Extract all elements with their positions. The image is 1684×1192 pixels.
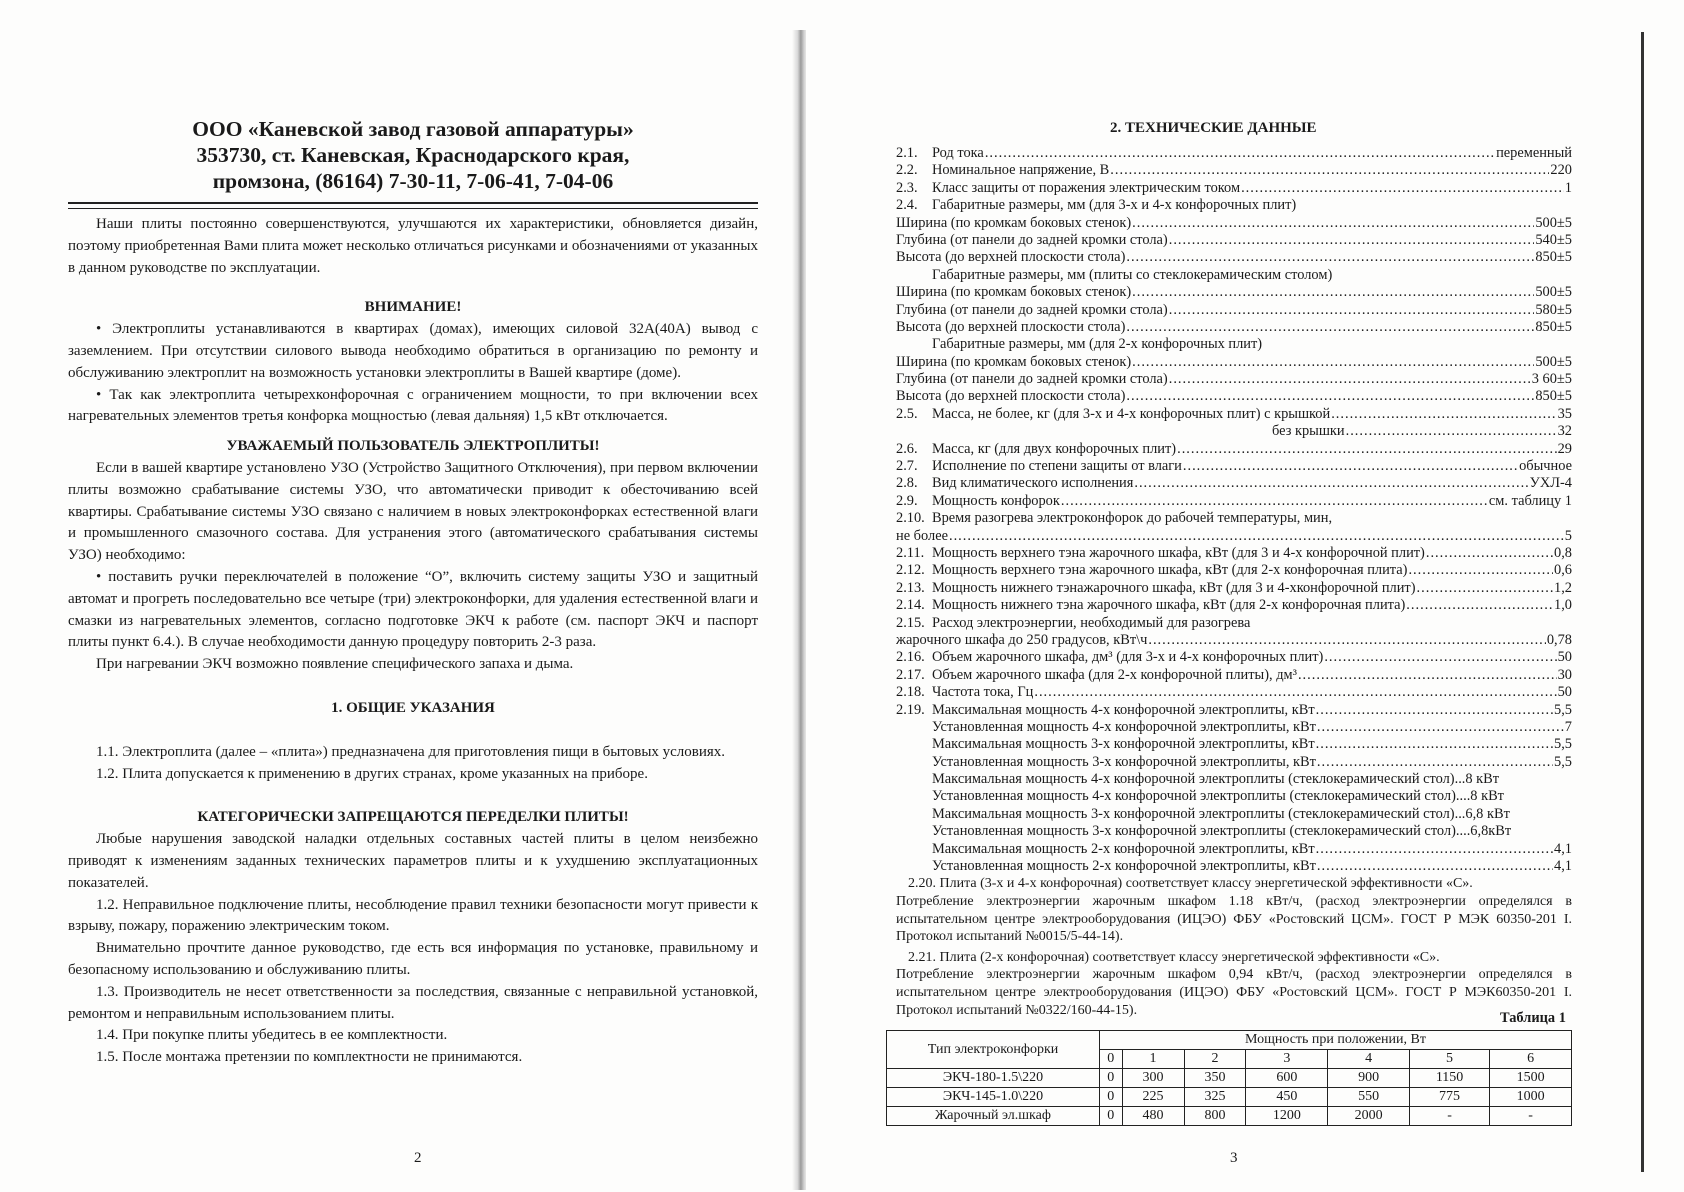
leader-dots xyxy=(1324,649,1556,666)
leader-dots xyxy=(1406,597,1553,614)
table-position-cell: 0 xyxy=(1100,1050,1123,1069)
leader-dots xyxy=(1241,180,1564,197)
spec-number: 2.11. xyxy=(896,544,925,561)
table-position-cell: 2 xyxy=(1184,1050,1246,1069)
leader-dots xyxy=(985,145,1495,162)
power-value-cell: 450 xyxy=(1246,1088,1328,1107)
power-value-cell: 225 xyxy=(1122,1088,1184,1107)
forbidden-item: Внимательно прочтите данное руководство, где есть вся информация по установке, правильному и безопасному использованию и обслуживанию плиты. xyxy=(68,940,758,978)
leader-dots xyxy=(1426,545,1553,562)
spec-row xyxy=(896,162,1572,179)
table-row xyxy=(887,1088,1572,1107)
spec-label: Исполнение по степени защиты от влаги xyxy=(932,458,1182,475)
user-paragraph: Если в вашей квартире установлено УЗО (Устройство Защитного Отключения), при первом включении плиты возможно срабатывание системы УЗО, что автоматически приводит к обесточиванию всей квартиры. Срабатывание системы УЗО связано с наличием в новых электроконфорках естественной влаги и промышленного смазочного состава. Для устранения этого (автоматического срабатывания системы УЗО) необходимо: xyxy=(68,459,758,564)
leader-dots xyxy=(1061,493,1488,510)
spec-label: Высота (до верхней плоскости стола) xyxy=(896,249,1126,266)
table-header-type: Тип электроконфорки xyxy=(887,1031,1100,1069)
spec-number: 2.5. xyxy=(896,405,918,422)
spec-row xyxy=(896,388,1572,405)
spec-row xyxy=(896,754,1572,771)
spec-label: Ширина (по кромкам боковых стенок) xyxy=(896,284,1132,301)
spec-number: 2.17. xyxy=(896,666,925,683)
company-phones: промзона, (86164) 7-30-11, 7-06-41, 7-04-06 xyxy=(212,169,614,193)
user-paragraph: При нагревании ЭКЧ возможно появление специфического запаха и дыма. xyxy=(96,656,574,673)
spec-row xyxy=(896,493,1572,510)
leader-dots xyxy=(1169,232,1535,249)
spec-row xyxy=(896,736,1572,753)
spec-value: 850±5 xyxy=(1535,318,1572,335)
spec-label: без крышки xyxy=(1272,423,1345,440)
spec-value: 0,8 xyxy=(1554,544,1572,561)
spec-value: 35 xyxy=(1557,405,1572,422)
power-value-cell: 775 xyxy=(1409,1088,1489,1107)
power-value-cell: 480 xyxy=(1122,1107,1184,1126)
forbidden-item: 1.4. При покупке плиты убедитесь в ее комплектности. xyxy=(96,1027,448,1044)
spec-row xyxy=(896,771,1572,788)
spec-label: Мощность конфорок xyxy=(932,492,1060,509)
leader-dots xyxy=(1134,475,1528,492)
spec-row xyxy=(896,510,1572,527)
spec-label: Установленная мощность 3-х конфорочной электроплиты, кВт xyxy=(932,753,1316,770)
spec-value: переменный xyxy=(1496,145,1572,161)
spec-label: Максимальная мощность 4-х конфорочной электроплиты (стеклокерамический стол)...8 кВт xyxy=(932,771,1500,788)
spec-label: Высота (до верхней плоскости стола) xyxy=(896,318,1126,335)
spec-value: 850±5 xyxy=(1535,388,1572,405)
spec-number: 2.18. xyxy=(896,684,925,701)
spec-label: Установленная мощность 4-х конфорочной электроплиты (стеклокерамический стол)....8 кВт xyxy=(932,788,1504,805)
power-value-cell: 0 xyxy=(1100,1088,1123,1107)
spec-number: 2.2. xyxy=(896,162,918,179)
spec-label: Габаритные размеры, мм (плиты со стеклокерамическим столом) xyxy=(932,266,1333,283)
spec-label: Максимальная мощность 2-х конфорочной электроплиты, кВт xyxy=(932,840,1315,857)
energy-class-paragraphs xyxy=(896,875,1572,1019)
spec-number: 2.1. xyxy=(896,145,918,161)
spec-label: Номинальное напряжение, В xyxy=(932,162,1110,179)
spec-row xyxy=(896,249,1572,266)
spec-label: Масса, кг (для двух конфорочных плит) xyxy=(932,440,1177,457)
spec-row xyxy=(896,180,1572,197)
spec-label: Объем жарочного шкафа (для 2-х конфорочной плиты), дм³ xyxy=(932,666,1297,683)
leader-dots xyxy=(1126,249,1534,266)
spec-value: 7 xyxy=(1564,718,1572,735)
leader-dots xyxy=(1316,841,1553,858)
spec-value: 32 xyxy=(1557,423,1572,440)
tech-data-title: 2. ТЕХНИЧЕСКИЕ ДАННЫЕ xyxy=(1110,120,1317,136)
leader-dots xyxy=(1148,632,1545,649)
spec-label: Частота тока, Гц xyxy=(932,684,1034,701)
spec-list xyxy=(896,145,1572,1019)
spec-row xyxy=(896,858,1572,875)
spec-row xyxy=(896,545,1572,562)
leader-dots xyxy=(1317,754,1553,771)
leader-dots xyxy=(1317,719,1564,736)
user-paragraph: • поставить ручки переключателей в положение “О”, включить систему защиты УЗО и защитный автомат и прогреть последовательно все четыре (три) электроконфорки, для удаления естественной влаги и смазки из нагревательных элементов, согласно подготовке ЭКЧ к работе (см. паспорт ЭКЧ и паспорт плиты пункт 6.4.). В случае необходимости данную процедуру повторить 2-3 раза. xyxy=(68,568,758,651)
spec-row xyxy=(896,302,1572,319)
leader-dots xyxy=(1034,684,1556,701)
leader-dots xyxy=(1331,406,1556,423)
power-value-cell: 325 xyxy=(1184,1088,1246,1107)
spec-row xyxy=(896,597,1572,614)
power-value-cell: 1500 xyxy=(1490,1069,1572,1088)
spec-row xyxy=(896,806,1572,823)
leader-dots xyxy=(1169,302,1535,319)
spec-number: 2.7. xyxy=(896,458,918,475)
spec-value: 50 xyxy=(1557,684,1572,701)
spec-value: 30 xyxy=(1557,666,1572,683)
table-title: Таблица 1 xyxy=(1500,1010,1566,1026)
power-value-cell: 550 xyxy=(1328,1088,1410,1107)
attention-heading: ВНИМАНИЕ! xyxy=(364,299,462,316)
spec-row xyxy=(896,475,1572,492)
spec-rows xyxy=(896,145,1572,875)
spec-label: Мощность нижнего тэнажарочного шкафа, кВт (для 3 и 4-хконфорочной плит) xyxy=(932,579,1416,596)
spec-value: 0,6 xyxy=(1554,562,1572,579)
spec-value: 500±5 xyxy=(1535,353,1572,370)
leader-dots xyxy=(1177,441,1557,458)
spec-label: Установленная мощность 4-х конфорочной электроплиты, кВт xyxy=(932,718,1316,735)
leader-dots xyxy=(1110,162,1549,179)
leader-dots xyxy=(949,528,1564,545)
spec-label: Расход электроэнергии, необходимый для разогрева xyxy=(932,614,1251,631)
spec-value: 0,78 xyxy=(1546,631,1572,648)
spec-label: Габаритные размеры, мм (для 2-х конфорочных плит) xyxy=(932,336,1263,353)
spec-label: Установленная мощность 3-х конфорочной электроплиты (стеклокерамический стол)....6,8кВт xyxy=(932,823,1512,840)
spec-row xyxy=(896,788,1572,805)
leader-dots xyxy=(1417,580,1553,597)
spec-row xyxy=(896,649,1572,666)
spec-label: Мощность нижнего тэна жарочного шкафа, кВт (для 2-х конфорочная плита) xyxy=(932,597,1406,614)
spec-value: 3 60±5 xyxy=(1531,371,1572,388)
left-page xyxy=(0,0,806,1192)
leader-dots xyxy=(1346,423,1557,440)
leader-dots xyxy=(1132,215,1534,232)
spec-row xyxy=(896,458,1572,475)
user-heading: УВАЖАЕМЫЙ ПОЛЬЗОВАТЕЛЬ ЭЛЕКТРОПЛИТЫ! xyxy=(226,438,600,455)
spec-row xyxy=(896,319,1572,336)
spec-number: 2.4. xyxy=(896,197,918,214)
spec-value: обычное xyxy=(1519,458,1572,475)
forbidden-item: Любые нарушения заводской наладки отдельных составных частей плиты в целом неизбежно приводят к изменениям заданных технических параметров плиты и к ухудшению эксплуатационных показателей. xyxy=(68,831,758,891)
page-edge xyxy=(1641,32,1644,1172)
spec-number: 2.19. xyxy=(896,701,925,718)
company-name: ООО «Каневской завод газовой аппаратуры» xyxy=(192,117,634,141)
spec-value: 29 xyxy=(1557,440,1572,457)
burner-type-cell: ЭКЧ-180-1.5\220 xyxy=(887,1069,1100,1088)
spec-row xyxy=(896,580,1572,597)
spec-label: Мощность верхнего тэна жарочного шкафа, кВт (для 2-х конфорочная плита) xyxy=(932,562,1408,579)
table-position-cell: 3 xyxy=(1246,1050,1328,1069)
spec-number: 2.15. xyxy=(896,614,925,631)
spec-label: Глубина (от панели до задней кромки стола) xyxy=(896,371,1168,388)
energy-class-4-body: Потребление электроэнергии жарочным шкафом 1.18 кВт/ч, (расход электроэнергии определялся в испытательном центре электрооборудования (ИЦЭО) ФБУ «Ростовский ЦСМ». ГОСТ Р МЭК 60350-201 I. Протокол испытаний №0015/5-44-14). xyxy=(896,894,1572,945)
spec-row xyxy=(896,562,1572,579)
energy-class-2: 2.21. Плита (2-х конфорочная) соответствует классу энергетической эффективности «С». xyxy=(908,949,1440,965)
spec-row xyxy=(896,284,1572,301)
leader-dots xyxy=(1183,458,1518,475)
forbidden-item: 1.3. Производитель не несет ответственности за последствия, связанные с неправильной установкой, ремонтом и неправильным использованием плиты. xyxy=(68,983,758,1022)
leader-dots xyxy=(1316,702,1553,719)
leader-dots xyxy=(1169,371,1531,388)
spec-label: Максимальная мощность 3-х конфорочной электроплиты (стеклокерамический стол)...6,8 кВт xyxy=(932,805,1510,822)
spec-number: 2.3. xyxy=(896,179,918,196)
spec-value: 4,1 xyxy=(1554,858,1572,875)
power-value-cell: 1150 xyxy=(1409,1069,1489,1088)
spec-number: 2.14. xyxy=(896,597,925,614)
energy-class-4: 2.20. Плита (3-х и 4-х конфорочная) соответствует классу энергетической эффективности «С». xyxy=(908,876,1473,892)
spec-value: 500±5 xyxy=(1535,284,1572,301)
spec-value: 220 xyxy=(1550,162,1572,179)
spec-number: 2.16. xyxy=(896,649,925,666)
spec-value: 50 xyxy=(1557,649,1572,666)
leader-dots xyxy=(1132,284,1534,301)
power-value-cell: 350 xyxy=(1184,1069,1246,1088)
burner-type-cell: Жарочный эл.шкаф xyxy=(887,1107,1100,1126)
left-page-text xyxy=(68,214,758,1069)
spec-number: 2.9. xyxy=(896,492,918,509)
spec-row xyxy=(896,684,1572,701)
company-header xyxy=(68,116,758,194)
spec-value: см. таблицу 1 xyxy=(1488,492,1572,509)
spec-value: 5,5 xyxy=(1554,736,1572,753)
leader-dots xyxy=(1126,388,1534,405)
power-value-cell: - xyxy=(1409,1107,1489,1126)
power-value-cell: 600 xyxy=(1246,1069,1328,1088)
leader-dots xyxy=(1298,667,1557,684)
spec-label: Максимальная мощность 3-х конфорочной электроплиты, кВт xyxy=(932,736,1315,753)
spec-number: 2.12. xyxy=(896,562,925,579)
spec-row xyxy=(896,336,1572,353)
header-rule xyxy=(68,202,758,209)
leader-dots xyxy=(1408,562,1553,579)
spec-row xyxy=(896,232,1572,249)
spec-label: Максимальная мощность 4-х конфорочной электроплиты, кВт xyxy=(932,701,1315,718)
spec-number: 2.8. xyxy=(896,475,918,492)
spec-value: 1 xyxy=(1564,179,1572,196)
spec-value: 580±5 xyxy=(1535,301,1572,318)
spec-row xyxy=(896,371,1572,388)
general-item: 1.2. Плита допускается к применению в других странах, кроме указанных на приборе. xyxy=(96,765,648,782)
spec-label: Объем жарочного шкафа, дм³ (для 3-х и 4-х конфорочных плит) xyxy=(932,649,1324,666)
power-value-cell: 900 xyxy=(1328,1069,1410,1088)
spec-value: 1,0 xyxy=(1554,597,1572,614)
leader-dots xyxy=(1126,319,1534,336)
energy-class-2-body: Потребление электроэнергии жарочным шкафом 0,94 кВт/ч, (расход электроэнергии определялся в испытательном центре электрооборудования (ИЦЭО) ФБУ «Ростовский ЦСМ». ГОСТ Р МЭК60350-201 I. Протокол испытаний №0322/160-44-15). xyxy=(896,967,1572,1018)
leader-dots xyxy=(1316,736,1553,753)
power-value-cell: 2000 xyxy=(1328,1107,1410,1126)
general-item: 1.1. Электроплита (далее – «плита») предназначена для приготовления пищи в бытовых условиях. xyxy=(96,743,726,760)
forbidden-item: 1.2. Неправильное подключение плиты, несоблюдение правил техники безопасности могут привести к взрыву, пожару, поражению электрическим током. xyxy=(68,896,758,935)
spec-label: Ширина (по кромкам боковых стенок) xyxy=(896,353,1132,370)
spec-value: 540±5 xyxy=(1535,231,1572,248)
spec-row xyxy=(896,702,1572,719)
burner-type-cell: ЭКЧ-145-1.0\220 xyxy=(887,1088,1100,1107)
spec-number: 2.13. xyxy=(896,579,925,596)
spec-label: Высота (до верхней плоскости стола) xyxy=(896,388,1126,405)
spec-value: 5,5 xyxy=(1554,753,1572,770)
spec-row xyxy=(896,197,1572,214)
leader-dots xyxy=(1317,858,1553,875)
spec-row xyxy=(896,841,1572,858)
power-value-cell: 1200 xyxy=(1246,1107,1328,1126)
spec-row xyxy=(896,528,1572,545)
power-value-cell: 800 xyxy=(1184,1107,1246,1126)
spec-row xyxy=(896,615,1572,632)
spec-number: 2.6. xyxy=(896,440,918,457)
spec-label: Ширина (по кромкам боковых стенок) xyxy=(896,214,1132,231)
spec-row xyxy=(896,215,1572,232)
spec-label: Установленная мощность 2-х конфорочной электроплиты, кВт xyxy=(932,858,1316,875)
spec-number: 2.10. xyxy=(896,510,925,527)
spec-label: Класс защиты от поражения электрическим током xyxy=(932,179,1241,196)
attention-item: • Так как электроплита четырехконфорочная с ограничением мощности, то при включении всех нагревательных элементов третья конфорка мощностью (левая дальняя) 1,5 кВт отключается. xyxy=(68,386,758,425)
spec-value: 5,5 xyxy=(1554,701,1572,718)
forbidden-item: 1.5. После монтажа претензии по комплектности не принимаются. xyxy=(96,1049,523,1066)
page-number-left: 2 xyxy=(414,1150,422,1166)
spec-row xyxy=(896,145,1572,162)
power-value-cell: - xyxy=(1490,1107,1572,1126)
spec-row xyxy=(896,719,1572,736)
spec-row xyxy=(896,354,1572,371)
spec-row xyxy=(896,823,1572,840)
table-position-cell: 1 xyxy=(1122,1050,1184,1069)
attention-item: • Электроплиты устанавливаются в квартирах (домах), имеющих силовой 32А(40А) вывод с заземлением. При отсутствии силового вывода необходимо обратиться в организацию по ремонту и обслуживанию электроплит на возможность установки электроплиты в Вашей квартире (доме). xyxy=(68,321,758,381)
spec-label: жарочного шкафа до 250 градусов, кВт\ч xyxy=(896,631,1148,648)
intro-paragraph: Наши плиты постоянно совершенствуются, улучшаются их характеристики, обновляется дизайн, поэтому приобретенная Вами плита может несколько отличаться рисунками и обозначениями от указанных в данном руководстве по эксплуатации. xyxy=(68,216,758,276)
spec-row xyxy=(896,406,1572,423)
spec-value: УХЛ-4 xyxy=(1529,475,1572,492)
spec-value: 500±5 xyxy=(1535,214,1572,231)
power-value-cell: 300 xyxy=(1122,1069,1184,1088)
table-position-cell: 6 xyxy=(1490,1050,1572,1069)
table-header-power: Мощность при положении, Вт xyxy=(1100,1031,1572,1050)
table-body xyxy=(887,1069,1572,1126)
spec-label: Время разогрева электроконфорок до рабочей температуры, мин, xyxy=(932,510,1333,527)
spec-label: Масса, не более, кг (для 3-х и 4-х конфорочных плит) с крышкой xyxy=(932,405,1331,422)
spec-label: не более xyxy=(896,527,948,544)
general-heading: 1. ОБЩИЕ УКАЗАНИЯ xyxy=(331,699,495,716)
spec-value: 850±5 xyxy=(1535,249,1572,266)
spec-row xyxy=(896,267,1572,284)
leader-dots xyxy=(1132,354,1534,371)
spec-label: Габаритные размеры, мм (для 3-х и 4-х конфорочных плит) xyxy=(932,197,1297,214)
spec-value: 4,1 xyxy=(1554,840,1572,857)
spec-label: Глубина (от панели до задней кромки стола) xyxy=(896,231,1168,248)
forbidden-heading: КАТЕГОРИЧЕСКИ ЗАПРЕЩАЮТСЯ ПЕРЕДЕЛКИ ПЛИТЫ! xyxy=(197,809,629,826)
spec-value: 5 xyxy=(1564,527,1572,544)
burner-power-table xyxy=(886,1030,1572,1126)
table-position-cell: 4 xyxy=(1328,1050,1410,1069)
spec-row xyxy=(896,667,1572,684)
spec-label: Мощность верхнего тэна жарочного шкафа, кВт (для 3 и 4-х конфорочной плит) xyxy=(932,544,1425,561)
spec-value: 1,2 xyxy=(1554,579,1572,596)
page-number-right: 3 xyxy=(1230,1150,1238,1166)
table-position-cell: 5 xyxy=(1409,1050,1489,1069)
spec-row xyxy=(896,441,1572,458)
spec-label: Род тока xyxy=(932,145,984,161)
power-value-cell: 0 xyxy=(1100,1069,1123,1088)
company-address: 353730, ст. Каневская, Краснодарского края, xyxy=(196,143,630,167)
spec-row xyxy=(896,632,1572,649)
table-row xyxy=(887,1069,1572,1088)
power-value-cell: 1000 xyxy=(1490,1088,1572,1107)
spec-row xyxy=(896,423,1572,440)
spec-label: Глубина (от панели до задней кромки стола) xyxy=(896,301,1168,318)
power-value-cell: 0 xyxy=(1100,1107,1123,1126)
spec-label: Вид климатического исполнения xyxy=(932,475,1134,492)
table-row xyxy=(887,1107,1572,1126)
